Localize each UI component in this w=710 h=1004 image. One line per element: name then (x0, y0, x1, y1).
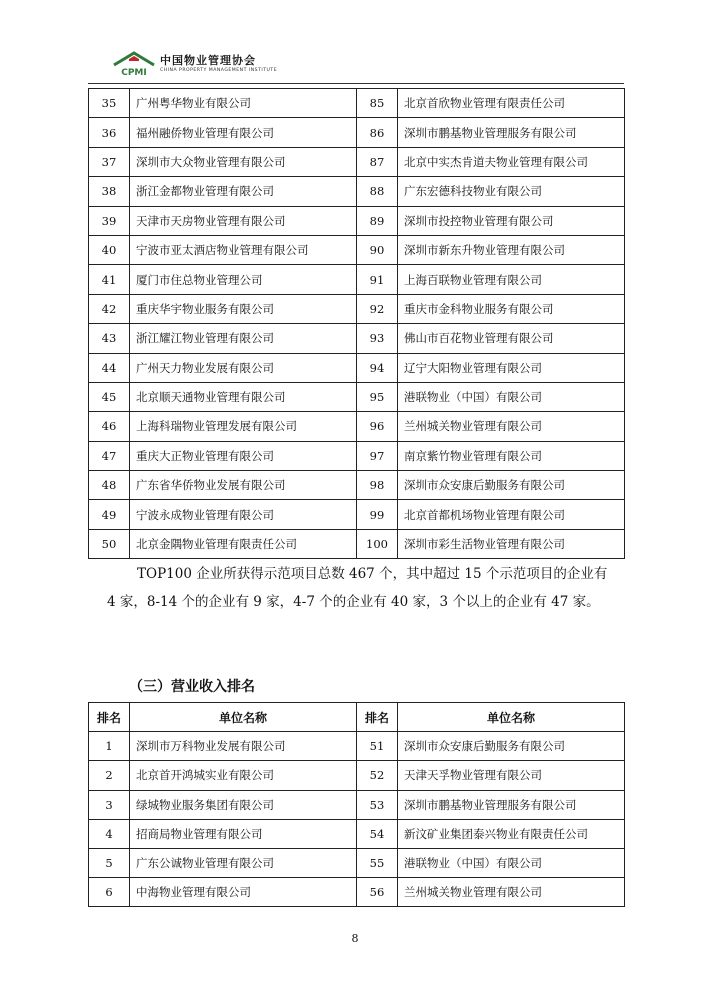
rank-cell: 37 (89, 147, 130, 176)
rank-cell: 49 (89, 500, 130, 529)
company-name-cell: 福州融侨物业管理有限公司 (130, 118, 357, 147)
table-row (89, 819, 625, 848)
company-name-cell: 北京中实杰肯道夫物业管理有限公司 (398, 147, 625, 176)
logo-text: CPMI (121, 68, 147, 77)
table-row (89, 89, 625, 118)
company-name-cell: 港联物业（中国）有限公司 (398, 382, 625, 411)
section-title: （三）营业收入排名 (129, 679, 255, 695)
table-row (89, 878, 625, 907)
rank-cell: 1 (89, 732, 130, 761)
rank-cell: 52 (357, 761, 398, 790)
ranking-table-body (89, 89, 625, 559)
table-row (89, 235, 625, 264)
company-name-cell: 深圳市鹏基物业管理服务有限公司 (398, 790, 625, 819)
table-row (89, 382, 625, 411)
company-name-cell: 重庆华宇物业服务有限公司 (130, 294, 357, 323)
table-row (89, 529, 625, 558)
rank-cell: 6 (89, 878, 130, 907)
rank-cell: 89 (357, 206, 398, 235)
rank-cell: 85 (357, 89, 398, 118)
company-name-cell: 深圳市众安康后勤服务有限公司 (398, 732, 625, 761)
page-number: 8 (351, 932, 359, 945)
table-row (89, 118, 625, 147)
rank-cell: 44 (89, 353, 130, 382)
rank-cell: 100 (357, 529, 398, 558)
company-name-cell: 重庆市金科物业服务有限公司 (398, 294, 625, 323)
header-name-2: 单位名称 (398, 703, 625, 732)
company-name-cell: 中海物业管理有限公司 (130, 878, 357, 907)
header-name: 单位名称 (130, 703, 357, 732)
rank-cell: 5 (89, 848, 130, 877)
rank-cell: 50 (89, 529, 130, 558)
table-header-row (89, 703, 625, 732)
company-name-cell: 浙江金都物业管理有限公司 (130, 177, 357, 206)
rank-cell: 56 (357, 878, 398, 907)
rank-cell: 38 (89, 177, 130, 206)
table-row (89, 761, 625, 790)
house-roof-icon (112, 51, 156, 77)
company-name-cell: 深圳市彩生活物业管理有限公司 (398, 529, 625, 558)
rank-cell: 46 (89, 412, 130, 441)
org-name-en: CHINA PROPERTY MANAGEMENT INSTITUTE (160, 68, 278, 73)
rank-cell: 54 (357, 819, 398, 848)
company-name-cell: 兰州城关物业管理有限公司 (398, 878, 625, 907)
rank-cell: 86 (357, 118, 398, 147)
rank-cell: 88 (357, 177, 398, 206)
rank-cell: 53 (357, 790, 398, 819)
rank-cell: 41 (89, 265, 130, 294)
company-name-cell: 新汶矿业集团泰兴物业有限责任公司 (398, 819, 625, 848)
rank-cell: 97 (357, 441, 398, 470)
table-row (89, 848, 625, 877)
rank-cell: 55 (357, 848, 398, 877)
company-name-cell: 广东宏德科技物业有限公司 (398, 177, 625, 206)
company-name-cell: 上海百联物业管理有限公司 (398, 265, 625, 294)
company-name-cell: 广州粤华物业有限公司 (130, 89, 357, 118)
rank-cell: 42 (89, 294, 130, 323)
rank-cell: 94 (357, 353, 398, 382)
rank-cell: 51 (357, 732, 398, 761)
rank-cell: 91 (357, 265, 398, 294)
rank-cell: 40 (89, 235, 130, 264)
company-name-cell: 深圳市鹏基物业管理服务有限公司 (398, 118, 625, 147)
company-name-cell: 深圳市大众物业管理有限公司 (130, 147, 357, 176)
company-name-cell: 北京首都机场物业管理有限公司 (398, 500, 625, 529)
company-name-cell: 兰州城关物业管理有限公司 (398, 412, 625, 441)
rank-cell: 48 (89, 471, 130, 500)
rank-cell: 43 (89, 324, 130, 353)
cpmi-logo (112, 51, 156, 77)
rank-cell: 36 (89, 118, 130, 147)
table-row (89, 294, 625, 323)
table-row (89, 206, 625, 235)
page-header (112, 50, 277, 78)
table-row (89, 177, 625, 206)
table-row (89, 471, 625, 500)
company-name-cell: 宁波永成物业管理有限公司 (130, 500, 357, 529)
header-rank-2: 排名 (357, 703, 398, 732)
header-rank: 排名 (89, 703, 130, 732)
rank-cell: 99 (357, 500, 398, 529)
rank-cell: 90 (357, 235, 398, 264)
rank-cell: 87 (357, 147, 398, 176)
company-name-cell: 北京金隅物业管理有限责任公司 (130, 529, 357, 558)
rank-cell: 96 (357, 412, 398, 441)
revenue-table-body (89, 732, 625, 907)
rank-cell: 4 (89, 819, 130, 848)
company-name-cell: 广东省华侨物业发展有限公司 (130, 471, 357, 500)
company-name-cell: 广东公诚物业管理有限公司 (130, 848, 357, 877)
company-name-cell: 深圳市万科物业发展有限公司 (130, 732, 357, 761)
company-name-cell: 天津天孚物业管理有限公司 (398, 761, 625, 790)
rank-cell: 45 (89, 382, 130, 411)
company-name-cell: 天津市天房物业管理有限公司 (130, 206, 357, 235)
company-name-cell: 深圳市众安康后勤服务有限公司 (398, 471, 625, 500)
table-row (89, 732, 625, 761)
table-row (89, 147, 625, 176)
company-name-cell: 深圳市新东升物业管理有限公司 (398, 235, 625, 264)
table-row (89, 265, 625, 294)
rank-cell: 39 (89, 206, 130, 235)
rank-cell: 98 (357, 471, 398, 500)
company-name-cell: 佛山市百花物业管理有限公司 (398, 324, 625, 353)
company-name-cell: 港联物业（中国）有限公司 (398, 848, 625, 877)
company-name-cell: 深圳市投控物业管理有限公司 (398, 206, 625, 235)
table-row (89, 790, 625, 819)
company-name-cell: 绿城物业服务集团有限公司 (130, 790, 357, 819)
org-name-cn: 中国物业管理协会 (160, 54, 256, 67)
company-name-cell: 广州天力物业发展有限公司 (130, 353, 357, 382)
table-row (89, 441, 625, 470)
rank-cell: 3 (89, 790, 130, 819)
header-divider (88, 83, 624, 84)
company-name-cell: 重庆大正物业管理有限公司 (130, 441, 357, 470)
table-row (89, 324, 625, 353)
company-name-cell: 上海科瑞物业管理发展有限公司 (130, 412, 357, 441)
company-name-cell: 招商局物业管理有限公司 (130, 819, 357, 848)
table-row (89, 412, 625, 441)
company-name-cell: 北京顺天通物业管理有限公司 (130, 382, 357, 411)
company-name-cell: 厦门市住总物业管理公司 (130, 265, 357, 294)
company-name-cell: 宁波市亚太酒店物业管理有限公司 (130, 235, 357, 264)
rank-cell: 35 (89, 89, 130, 118)
table-row (89, 353, 625, 382)
table-row (89, 500, 625, 529)
rank-cell: 47 (89, 441, 130, 470)
summary-paragraph: TOP100 企业所获得示范项目总数 467 个，其中超过 15 个示范项目的企业有 4 家，8-14 个的企业有 9 家，4-7 个的企业有 40 家，3 个以上的企业有 47 家。 (107, 566, 608, 610)
rank-cell: 92 (357, 294, 398, 323)
org-name-block (160, 54, 277, 74)
company-name-cell: 北京首欣物业管理有限责任公司 (398, 89, 625, 118)
rank-cell: 93 (357, 324, 398, 353)
rank-cell: 95 (357, 382, 398, 411)
company-name-cell: 辽宁大阳物业管理有限公司 (398, 353, 625, 382)
revenue-ranking-table (88, 702, 625, 907)
company-name-cell: 北京首开鸿城实业有限公司 (130, 761, 357, 790)
company-name-cell: 浙江耀江物业管理有限公司 (130, 324, 357, 353)
ranking-table-continued (88, 88, 625, 559)
rank-cell: 2 (89, 761, 130, 790)
company-name-cell: 南京紫竹物业管理有限公司 (398, 441, 625, 470)
